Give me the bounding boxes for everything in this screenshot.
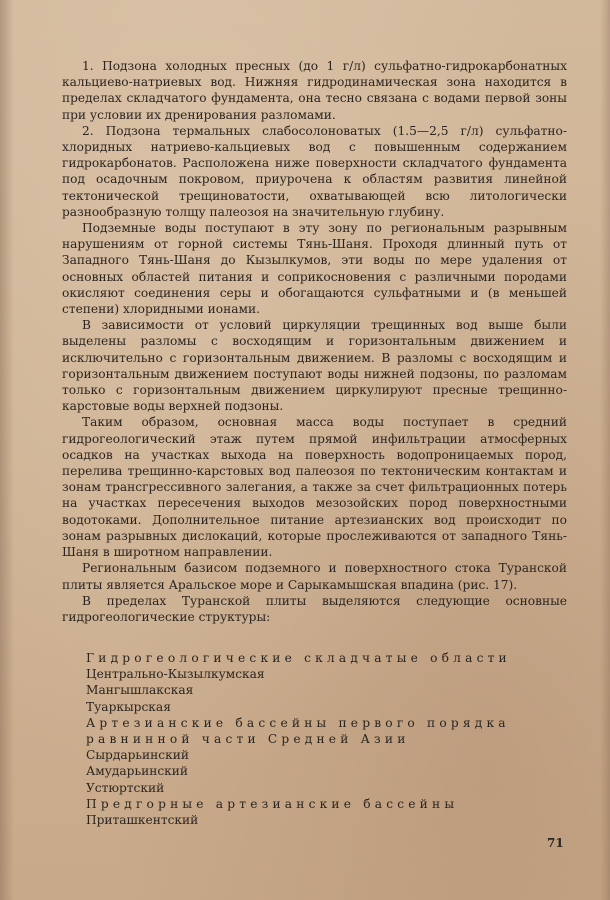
paragraph-faults: В зависимости от условий циркуляции трещинных вод выше были выделены разломы с восходящим и горизонтальным движением и исключительно с горизонтальным движением. В разломы с восходящим и горизонтальным движением поступают воды нижней подзоны, по разломам только с горизонтальным движением циркулируют пресные трещинно-карстовые воды верхней подзоны. [62, 318, 567, 414]
paragraph-subzone-2: 2. Подзона термальных слабосолоноватых (1.5—2,5 г/л) сульфатно-хлоридных натриево-кальциевых вод с повышенным содержанием гидрокарбонатов. Расположена ниже поверхности складчатого фундамента под осадочным покровом, приурочена к областям развития линейной тектонической трещиноватости, охватывающей всю литологически разнообразную толщу палеозоя на значительную глубину. [62, 123, 567, 219]
page-number: 71 [547, 836, 564, 850]
paragraph-subzone-1: 1. Подзона холодных пресных (до 1 г/л) сульфатно-гидрокарбонатных кальциево-натриевых вод. Нижняя гидродинамическая зона находится в пределах складчатого фундамента, она тесно связана с водами первой зоны при условии их дренирования разломами. [62, 59, 567, 122]
paragraph-recharge: Таким образом, основная масса воды поступает в средний гидрогеологический этаж путем прямой инфильтрации атмосферных осадков на участках выхода на поверхность водопроницаемых пород, перелива трещинно-карстовых вод палеозоя по тектоническим контактам и зонам трансгрессивного залегания, а также за счет фильтрационных потерь на участках пересечения выходов мезозойских пород поверхностными водотоками. Дополнительное питание артезианских вод происходит по зонам разрывных дислокаций, которые прослеживаются от западного Тянь-Шаня в широтном направлении. [62, 415, 567, 560]
structures-heading-foothill-basins: Предгорные артезианские бассейны [86, 796, 459, 811]
paragraph-groundwater-flow: Подземные воды поступают в эту зону по региональным разрывным нарушениям от горной системы Тянь-Шаня. Проходя длинный путь от Западного Тянь-Шаня до Кызылкумов, эти воды по мере удаления от основных областей питания и соприкосновения с различными породами окисляют соединения серы и обогащаются сульфатными и (в меньшей степени) хлоридными ионами. [62, 221, 567, 317]
list-item: Приташкентский [86, 813, 199, 828]
list-item: Устюртский [86, 780, 165, 795]
paragraph-regional-base: Региональным базисом подземного и поверхностного стока Туранской плиты является Аральское море и Сарыкамышская впадина (рис. 17). [62, 561, 567, 592]
structures-list [86, 650, 566, 828]
list-item: Центрально-Кызылкумская [86, 667, 265, 682]
paragraph-structures-intro: В пределах Туранской плиты выделяются следующие основные гидрогеологические структуры: [62, 593, 567, 624]
list-item: Амударьинский [86, 764, 189, 779]
page-spine-shadow [0, 0, 14, 900]
structures-heading-folded-areas: Гидрогеологические складчатые области [86, 651, 511, 665]
structures-heading-artesian-basins: Артезианские бассейны первого порядка [86, 715, 510, 730]
page-edge-shadow [600, 0, 610, 900]
structures-heading-artesian-basins-cont: равнинной части Средней Азии [86, 732, 410, 747]
body-text [62, 58, 567, 625]
list-item: Сырдарьинский [86, 748, 189, 763]
list-item: Туаркырская [86, 699, 171, 714]
list-item: Мангышлакская [86, 683, 194, 698]
